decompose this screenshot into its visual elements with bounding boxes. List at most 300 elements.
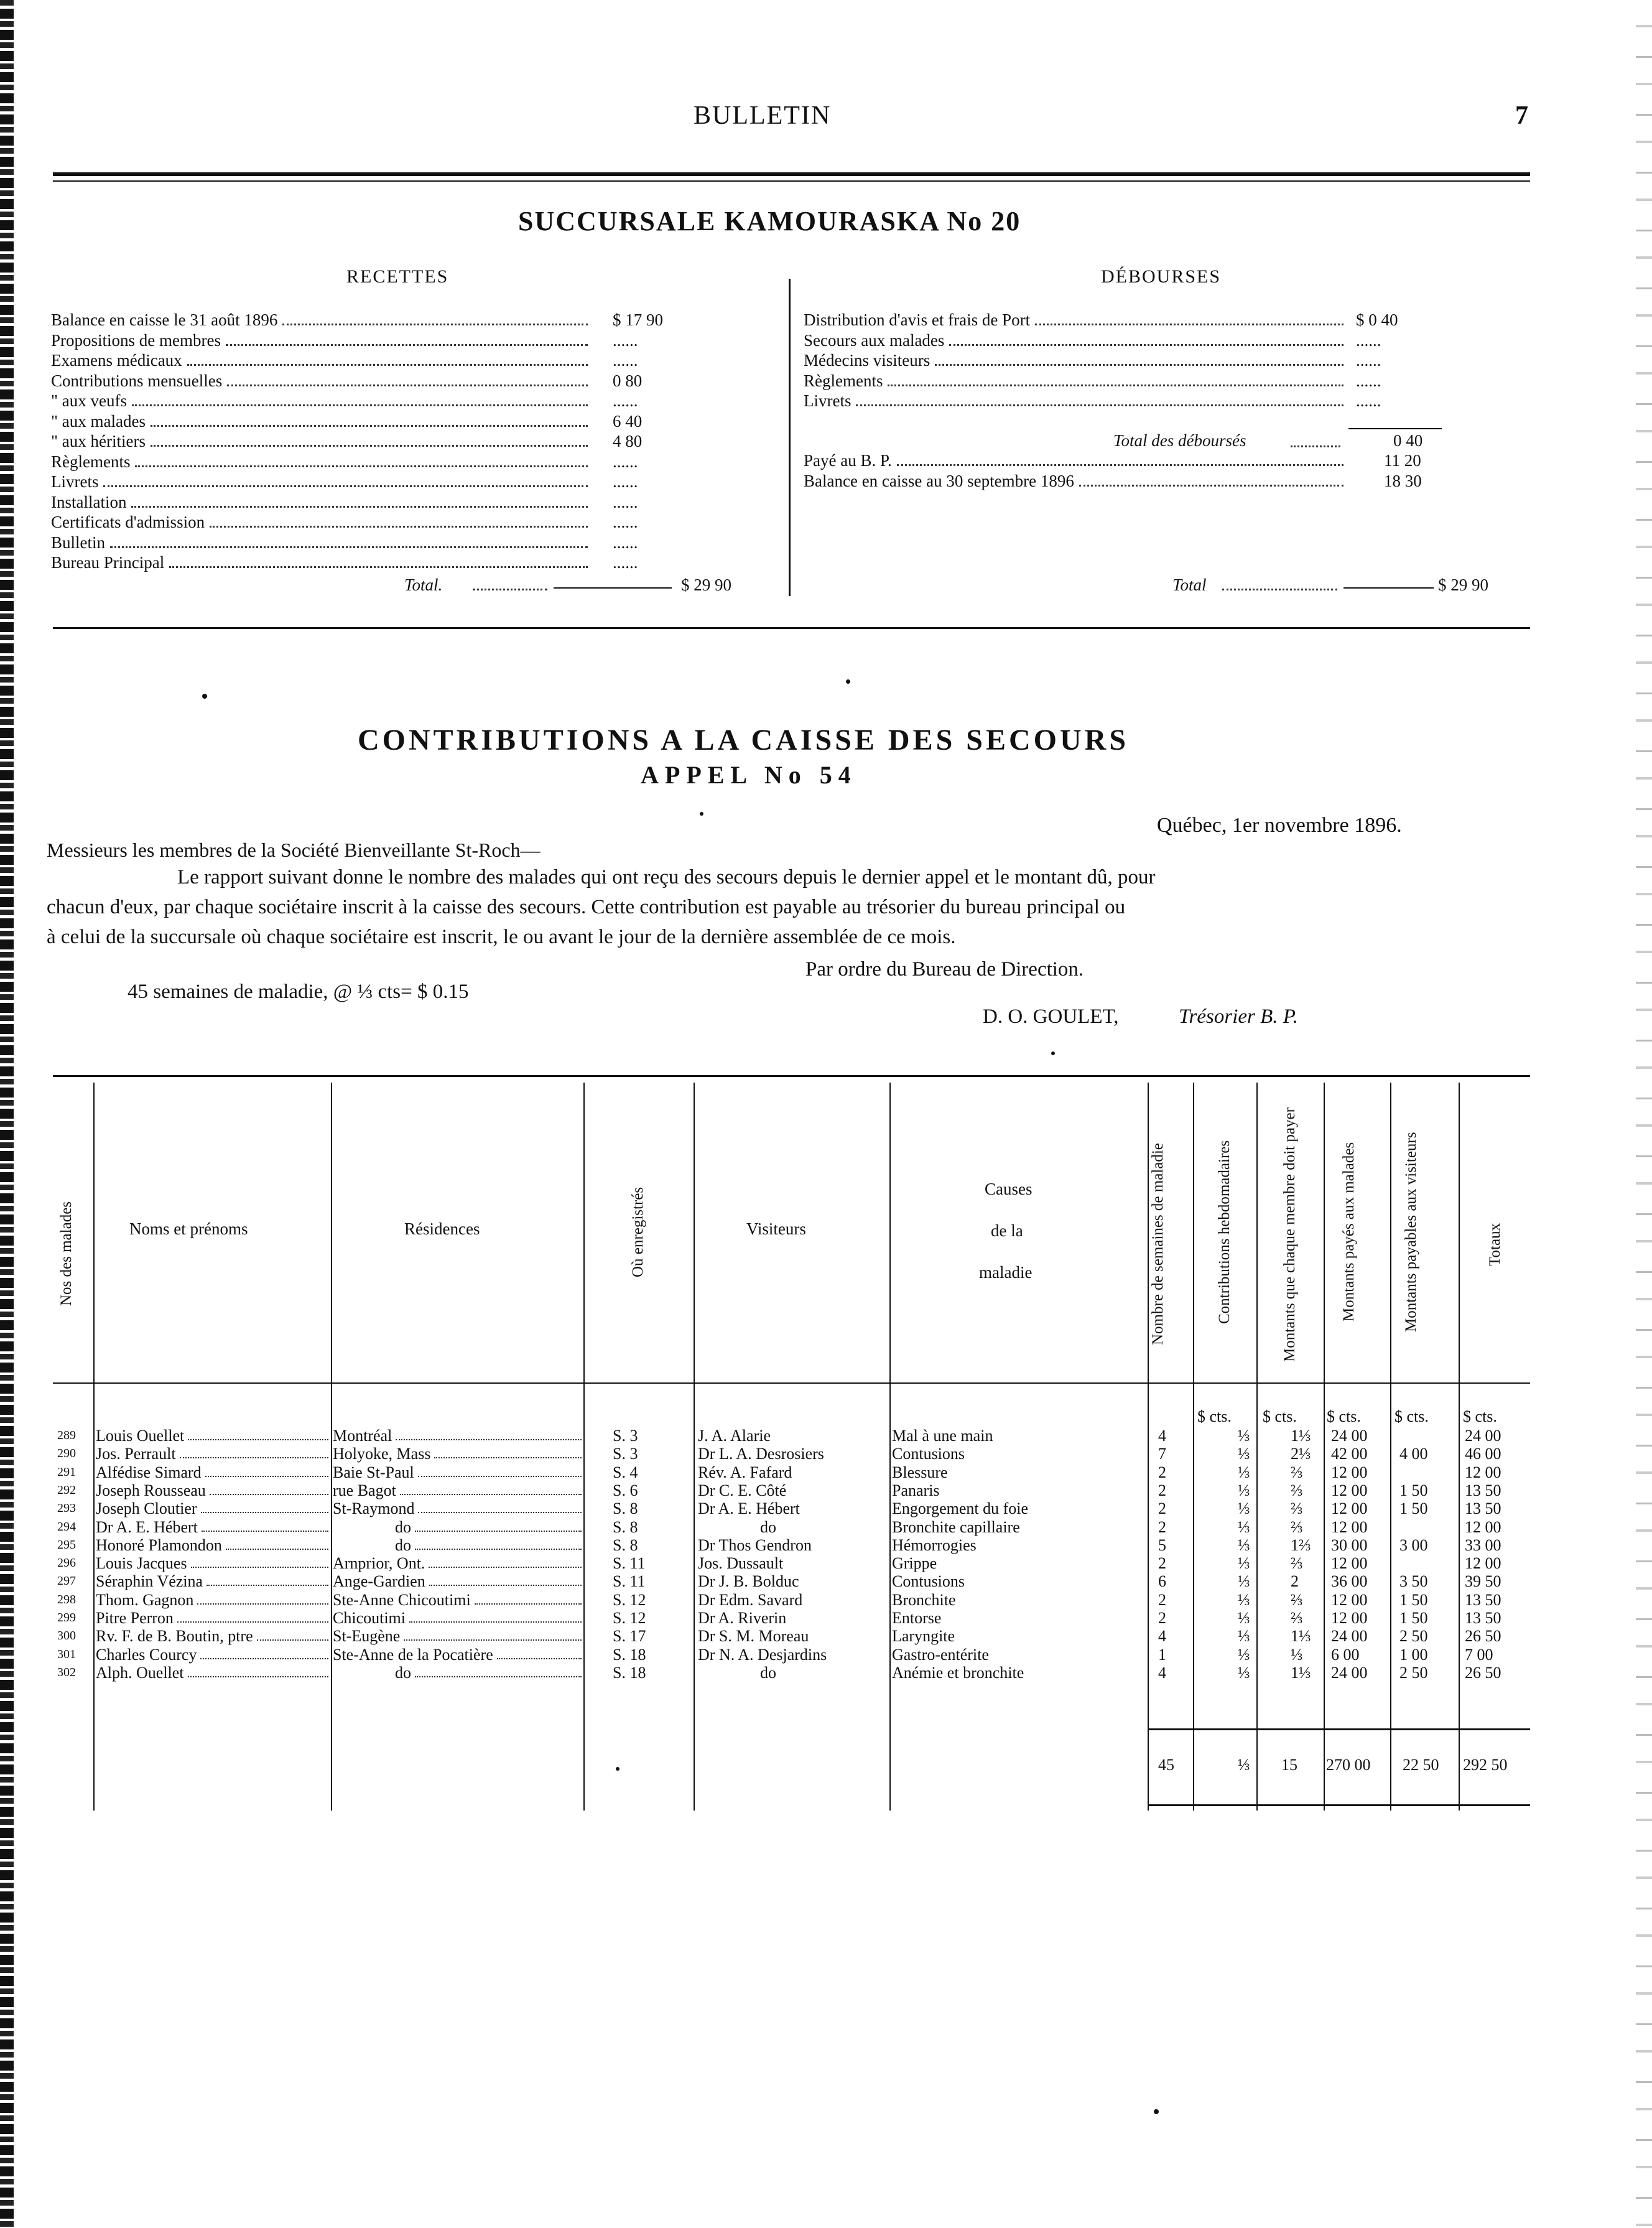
row-leader-dots (180, 1457, 328, 1458)
recettes-row-amount: ...... (613, 553, 638, 572)
row-weeks: 2 (1158, 1481, 1166, 1499)
row-visit: 1 50 (1399, 1481, 1428, 1499)
row-cause: Entorse (892, 1609, 942, 1627)
scan-speck (1154, 2109, 1159, 2114)
row-registered: S. 17 (613, 1627, 646, 1646)
recettes-row-label: Propositions de membres (51, 330, 221, 350)
row-leader-dots (418, 1512, 582, 1513)
row-name: Pitre Perron (96, 1609, 174, 1627)
row-name: Honoré Plamondon (96, 1536, 222, 1554)
row-leader-dots (400, 1494, 582, 1495)
recettes-row-label: Contributions mensuelles (51, 371, 223, 390)
recettes-total-dots (473, 589, 547, 590)
debourses-row-amount: ...... (1356, 391, 1381, 410)
recettes-row-dots (135, 465, 588, 467)
row-number: 302 (57, 1665, 76, 1679)
row-weekly: ⅓ (1238, 1572, 1250, 1591)
header-rule-thick (53, 172, 1530, 176)
row-number: 295 (57, 1537, 76, 1552)
row-number: 292 (57, 1483, 76, 1497)
row-total: 46 00 (1465, 1445, 1501, 1463)
debourses-row-dots (935, 364, 1343, 366)
row-due: ⅔ (1291, 1499, 1303, 1518)
branch-report-title: SUCCURSALE KAMOURASKA No 20 (518, 206, 1021, 236)
row-number: 297 (57, 1574, 76, 1588)
appeal-subtitle: APPEL No 54 (641, 761, 857, 789)
row-name: Jos. Perrault (96, 1445, 176, 1463)
row-leader-dots (188, 1439, 328, 1440)
row-weekly: ⅓ (1238, 1517, 1250, 1536)
recettes-row-label: Bureau Principal (51, 553, 165, 572)
row-total: 26 50 (1465, 1627, 1501, 1646)
col-header-cause-3: maladie (979, 1263, 1032, 1282)
debourses-subtotal-amount: 0 40 (1393, 431, 1423, 450)
row-cause: Gastro-entérite (892, 1645, 989, 1664)
row-leader-dots (409, 1621, 582, 1623)
recettes-row-label: " aux malades (51, 411, 146, 431)
currency-label: $ cts. (1394, 1407, 1429, 1425)
row-residence: Arnprior, Ont. (333, 1554, 425, 1573)
recettes-row-dots (282, 324, 588, 325)
currency-label: $ cts. (1263, 1407, 1297, 1425)
totals-due: 15 (1281, 1756, 1297, 1774)
row-residence: Montréal (333, 1427, 392, 1445)
row-weekly: ⅓ (1238, 1663, 1250, 1682)
row-name: Dr A. E. Hébert (96, 1517, 198, 1536)
recettes-row-dots (187, 364, 588, 366)
row-name: Louis Ouellet (96, 1427, 185, 1445)
table-column-rule (1459, 1083, 1460, 1811)
scan-speck (846, 679, 850, 684)
row-paid: 12 00 (1331, 1481, 1368, 1499)
row-due: ⅔ (1291, 1463, 1303, 1481)
row-total: 12 00 (1465, 1517, 1501, 1536)
row-visitor: do (760, 1517, 776, 1536)
row-cause: Hémorrogies (892, 1536, 977, 1554)
row-weeks: 2 (1158, 1590, 1166, 1609)
row-weekly: ⅓ (1238, 1536, 1250, 1554)
row-total: 13 50 (1465, 1590, 1501, 1609)
row-cause: Grippe (892, 1554, 937, 1573)
row-leader-dots (475, 1603, 582, 1605)
col-header-num: Nos des malades (58, 1201, 75, 1307)
row-paid: 24 00 (1331, 1663, 1368, 1682)
debourses-row-amount: $ 0 40 (1356, 310, 1398, 329)
row-name: Thom. Gagnon (96, 1590, 194, 1609)
row-weekly: ⅓ (1238, 1499, 1250, 1518)
debourses-row-dots (1035, 324, 1343, 325)
appeal-body-line-1: Le rapport suivant donne le nombre des malades qui ont reçu des secours depuis le dernier appel et le montant dû, pour (177, 866, 1156, 888)
row-paid: 6 00 (1331, 1645, 1360, 1664)
table-column-rule (583, 1083, 585, 1811)
recettes-row-dots (169, 566, 588, 568)
row-weekly: ⅓ (1238, 1609, 1250, 1627)
row-weeks: 7 (1158, 1445, 1166, 1463)
row-leader-dots (226, 1549, 328, 1550)
debourses-row2-dots (1079, 485, 1343, 487)
row-visitor: Dr N. A. Desjardins (698, 1645, 827, 1664)
row-weekly: ⅓ (1238, 1427, 1250, 1445)
row-registered: S. 11 (613, 1554, 646, 1573)
row-leader-dots (429, 1585, 582, 1586)
currency-label: $ cts. (1463, 1407, 1497, 1425)
row-due: ⅓ (1291, 1645, 1303, 1664)
row-residence: St-Raymond (333, 1499, 415, 1518)
row-total: 12 00 (1465, 1463, 1501, 1481)
debourses-total-rule (1343, 587, 1434, 589)
recettes-row-dots (103, 485, 588, 487)
row-leader-dots (404, 1639, 582, 1641)
totals-bottom-rule (1148, 1804, 1530, 1806)
row-name: Joseph Cloutier (96, 1499, 197, 1518)
currency-label: $ cts. (1197, 1407, 1232, 1425)
row-cause: Blessure (892, 1463, 948, 1481)
debourses-subtotal-rule (1348, 428, 1442, 429)
row-weeks: 2 (1158, 1463, 1166, 1481)
row-total: 7 00 (1465, 1645, 1493, 1664)
scan-speck (1051, 1051, 1055, 1055)
row-paid: 12 00 (1331, 1499, 1368, 1518)
recettes-row-dots (227, 385, 588, 386)
row-leader-dots (191, 1567, 328, 1568)
row-visitor: Dr J. B. Bolduc (698, 1572, 799, 1591)
row-registered: S. 11 (613, 1572, 646, 1591)
recettes-row-dots (110, 546, 588, 548)
row-residence: Ste-Anne Chicoutimi (333, 1590, 471, 1609)
row-visitor: Jos. Dussault (698, 1554, 784, 1573)
table-column-rule (1148, 1083, 1149, 1811)
debourses-row2-label: Balance en caisse au 30 septembre 1896 (804, 471, 1074, 490)
row-due: ⅔ (1291, 1609, 1303, 1627)
debourses-row-label: Secours aux malades (804, 330, 945, 350)
row-total: 13 50 (1465, 1609, 1501, 1627)
scan-speck (700, 812, 703, 816)
debourses-row-label: Médecins visiteurs (804, 351, 930, 370)
row-number: 296 (57, 1556, 76, 1570)
col-header-registered: Où enregistrés (629, 1186, 646, 1277)
table-column-rule (1256, 1083, 1258, 1811)
row-due: 2 (1291, 1572, 1299, 1591)
row-cause: Engorgement du foie (892, 1499, 1029, 1518)
row-leader-dots (197, 1603, 328, 1605)
row-weekly: ⅓ (1238, 1627, 1250, 1646)
scan-speck (202, 694, 207, 699)
row-visit: 3 00 (1399, 1536, 1428, 1554)
totals-weeks: 45 (1158, 1756, 1174, 1774)
recettes-row-amount: ...... (613, 452, 638, 471)
recettes-total-amount: $ 29 90 (681, 576, 731, 594)
row-weeks: 5 (1158, 1536, 1166, 1554)
scan-right-edge (1636, 0, 1652, 2228)
col-header-visitor: Visiteurs (746, 1219, 806, 1238)
row-registered: S. 18 (613, 1645, 646, 1664)
row-registered: S. 6 (613, 1481, 638, 1499)
row-visit: 1 50 (1399, 1609, 1428, 1627)
section-rule (53, 627, 1530, 629)
debourses-row-label: Livrets (804, 391, 852, 410)
recettes-row-dots (151, 425, 588, 427)
totals-visit: 22 50 (1403, 1756, 1439, 1774)
row-weekly: ⅓ (1238, 1445, 1250, 1463)
col-header-due: Montants que chaque membre doit payer (1281, 1107, 1298, 1363)
appeal-body-line-2: chacun d'eux, par chaque sociétaire inscrit à la caisse des secours. Cette contribution est payable au trésorier du bureau principal ou (47, 896, 1126, 918)
recettes-row-amount: 4 80 (613, 432, 643, 450)
row-registered: S. 3 (613, 1445, 638, 1463)
row-registered: S. 8 (613, 1536, 638, 1554)
row-residence: do (395, 1663, 411, 1682)
row-visit: 2 50 (1399, 1627, 1428, 1646)
scan-speck (616, 1767, 620, 1771)
appeal-date: Québec, 1er novembre 1896. (1157, 814, 1402, 837)
debourses-row2-amount: 18 30 (1384, 471, 1422, 490)
appeal-salutation: Messieurs les membres de la Société Bienveillante St-Roch— (47, 839, 541, 861)
row-cause: Mal à une main (892, 1427, 993, 1445)
row-residence: do (395, 1517, 411, 1536)
row-number: 290 (57, 1447, 76, 1461)
debourses-total-label: Total (1172, 576, 1207, 594)
row-leader-dots (177, 1621, 328, 1623)
row-weeks: 2 (1158, 1609, 1166, 1627)
recettes-total-rule (554, 587, 672, 589)
row-weeks: 4 (1158, 1663, 1166, 1682)
recettes-row-amount: 0 80 (613, 371, 643, 390)
row-residence: St-Eugène (333, 1627, 401, 1646)
row-visitor: Dr Edm. Savard (698, 1590, 803, 1609)
col-header-totals: Totaux (1487, 1223, 1503, 1266)
row-name: Charles Courcy (96, 1645, 197, 1664)
row-weeks: 2 (1158, 1499, 1166, 1518)
debourses-row-dots (949, 344, 1343, 346)
row-paid: 12 00 (1331, 1517, 1368, 1536)
row-cause: Contusions (892, 1445, 965, 1463)
row-visitor: do (760, 1663, 776, 1682)
recettes-row-label: " aux veufs (51, 391, 127, 410)
col-header-cause-2: de la (991, 1221, 1023, 1240)
row-leader-dots (415, 1549, 582, 1550)
row-registered: S. 12 (613, 1609, 646, 1627)
row-leader-dots (497, 1658, 582, 1659)
appeal-title: CONTRIBUTIONS A LA CAISSE DES SECOURS (358, 724, 1130, 757)
recettes-row-label: Règlements (51, 452, 131, 471)
col-header-residence: Résidences (404, 1219, 480, 1238)
row-visit: 1 50 (1399, 1590, 1428, 1609)
debourses-heading: DÉBOURSES (1101, 266, 1222, 287)
debourses-row-dots (856, 404, 1343, 406)
row-number: 298 (57, 1592, 76, 1606)
row-weeks: 2 (1158, 1554, 1166, 1573)
recettes-row-amount: ...... (613, 391, 638, 410)
row-leader-dots (396, 1439, 582, 1440)
row-residence: Holyoke, Mass (333, 1445, 431, 1463)
row-cause: Bronchite capillaire (892, 1517, 1020, 1536)
recettes-row-label: Livrets (51, 472, 99, 491)
row-visitor: Rév. A. Fafard (698, 1463, 792, 1481)
row-cause: Anémie et bronchite (892, 1663, 1024, 1682)
row-weeks: 4 (1158, 1427, 1166, 1445)
debourses-row-label: Distribution d'avis et frais de Port (804, 310, 1031, 329)
col-header-cause-1: Causes (985, 1180, 1032, 1198)
col-header-name: Noms et prénoms (129, 1219, 248, 1238)
row-number: 294 (57, 1519, 76, 1534)
row-cause: Bronchite (892, 1590, 956, 1609)
recettes-row-dots (226, 344, 588, 346)
row-weeks: 2 (1158, 1517, 1166, 1536)
row-leader-dots (210, 1494, 328, 1495)
row-due: ⅔ (1291, 1517, 1303, 1536)
row-number: 293 (57, 1501, 76, 1516)
recettes-row-amount: ...... (613, 330, 638, 350)
table-column-rule (889, 1083, 891, 1811)
scan-left-edge (0, 0, 14, 2228)
row-leader-dots (415, 1531, 582, 1532)
recettes-row-amount: ...... (613, 492, 638, 511)
signature-title: Trésorier B. P. (1179, 1005, 1298, 1028)
row-due: ⅔ (1291, 1590, 1303, 1609)
row-registered: S. 4 (613, 1463, 638, 1481)
recettes-row-amount: 6 40 (613, 411, 643, 431)
recettes-row-dots (151, 445, 588, 447)
row-number: 301 (57, 1647, 76, 1661)
row-visitor: Dr A. E. Hébert (698, 1499, 800, 1518)
row-visitor: Dr S. M. Moreau (698, 1627, 809, 1646)
recettes-row-label: Examens médicaux (51, 351, 182, 370)
table-column-rule (1390, 1083, 1391, 1811)
row-paid: 30 00 (1331, 1536, 1368, 1554)
row-visit: 1 50 (1399, 1499, 1428, 1518)
row-leader-dots (188, 1676, 328, 1677)
row-weekly: ⅓ (1238, 1554, 1250, 1573)
row-weekly: ⅓ (1238, 1463, 1250, 1481)
row-weekly: ⅓ (1238, 1645, 1250, 1664)
table-column-rule (93, 1083, 95, 1811)
recettes-row-label: Certificats d'admission (51, 513, 205, 531)
row-number: 291 (57, 1465, 76, 1479)
row-leader-dots (257, 1639, 328, 1641)
row-cause: Laryngite (892, 1627, 955, 1646)
recettes-heading: RECETTES (346, 266, 449, 287)
table-column-rule (1193, 1083, 1194, 1811)
row-number: 300 (57, 1629, 76, 1643)
col-header-payable-visitors: Montants payables aux visiteurs (1403, 1132, 1419, 1332)
row-weekly: ⅓ (1238, 1481, 1250, 1499)
appeal-weeks-line: 45 semaines de maladie, @ ⅓ cts= $ 0.15 (128, 981, 469, 1003)
running-header-title: BULLETIN (694, 101, 832, 130)
row-visit: 4 00 (1399, 1445, 1428, 1463)
page-number: 7 (1515, 101, 1529, 130)
recettes-total-label: Total. (404, 576, 443, 594)
row-paid: 12 00 (1331, 1609, 1368, 1627)
recettes-row-label: " aux héritiers (51, 432, 146, 450)
debourses-total-amount: $ 29 90 (1438, 576, 1488, 594)
row-name: Rv. F. de B. Boutin, ptre (96, 1627, 253, 1646)
row-number: 289 (57, 1429, 76, 1442)
row-residence: Ste-Anne de la Pocatière (333, 1645, 493, 1664)
currency-label: $ cts. (1327, 1407, 1361, 1425)
row-registered: S. 8 (613, 1517, 638, 1536)
appeal-body-line-3: à celui de la succursale où chaque sociétaire est inscrit, le ou avant le jour de la dernière assemblée de ce mois. (47, 926, 956, 948)
row-registered: S. 12 (613, 1590, 646, 1609)
row-due: 1⅓ (1291, 1627, 1311, 1646)
debourses-row-amount: ...... (1356, 371, 1381, 390)
appeal-order: Par ordre du Bureau de Direction. (805, 958, 1084, 981)
row-due: ⅔ (1291, 1481, 1303, 1499)
row-due: 1⅓ (1291, 1427, 1311, 1445)
totals-paid: 270 00 (1326, 1756, 1371, 1774)
row-leader-dots (206, 1585, 328, 1586)
row-residence: rue Bagot (333, 1481, 396, 1499)
table-top-rule (53, 1075, 1530, 1077)
debourses-subtotal-label: Total des déboursés (1113, 431, 1246, 450)
row-total: 12 00 (1465, 1554, 1501, 1573)
recettes-row-amount: ...... (613, 533, 638, 552)
row-visit: 3 50 (1399, 1572, 1428, 1591)
recettes-row-label: Bulletin (51, 533, 105, 552)
debourses-row2-label: Payé au B. P. (804, 451, 892, 470)
row-residence: Baie St-Paul (333, 1463, 414, 1481)
recettes-row-amount: $ 17 90 (613, 310, 663, 329)
row-name: Joseph Rousseau (96, 1481, 206, 1499)
row-weeks: 1 (1158, 1645, 1166, 1664)
row-leader-dots (418, 1476, 582, 1477)
recettes-row-dots (131, 506, 588, 508)
row-registered: S. 18 (613, 1663, 646, 1682)
row-name: Louis Jacques (96, 1554, 187, 1573)
row-paid: 24 00 (1331, 1427, 1368, 1445)
debourses-subtotal-dots (1291, 445, 1340, 447)
report-divider (789, 279, 791, 596)
row-total: 13 50 (1465, 1499, 1501, 1518)
recettes-row-amount: ...... (613, 351, 638, 370)
debourses-row-dots (888, 385, 1343, 386)
recettes-row-amount: ...... (613, 472, 638, 491)
row-visitor: Dr L. A. Desrosiers (698, 1445, 824, 1463)
row-paid: 42 00 (1331, 1445, 1368, 1463)
debourses-total-dots (1222, 589, 1337, 590)
row-registered: S. 8 (613, 1499, 638, 1518)
row-due: 1⅓ (1291, 1663, 1311, 1682)
row-residence: Chicoutimi (333, 1609, 406, 1627)
row-total: 39 50 (1465, 1572, 1501, 1591)
debourses-row-amount: ...... (1356, 351, 1381, 370)
recettes-row-dots (210, 526, 588, 528)
debourses-row-amount: ...... (1356, 330, 1381, 350)
debourses-row-label: Règlements (804, 371, 883, 390)
row-visitor: Dr Thos Gendron (698, 1536, 812, 1554)
row-weeks: 4 (1158, 1627, 1166, 1646)
table-column-rule (694, 1083, 695, 1811)
row-name: Séraphin Vézina (96, 1572, 203, 1591)
row-due: ⅔ (1291, 1554, 1303, 1573)
col-header-weeks: Nombre de semaines de maladie (1149, 1143, 1166, 1346)
row-leader-dots (205, 1476, 328, 1477)
row-name: Alfédise Simard (96, 1463, 202, 1481)
row-due: 1⅔ (1291, 1536, 1311, 1554)
row-paid: 12 00 (1331, 1463, 1368, 1481)
recettes-row-dots (132, 404, 588, 406)
row-visitor: Dr C. E. Côté (698, 1481, 787, 1499)
row-cause: Contusions (892, 1572, 965, 1591)
row-residence: do (395, 1536, 411, 1554)
signature-name: D. O. GOULET, (983, 1005, 1119, 1028)
recettes-row-label: Balance en caisse le 31 août 1896 (51, 310, 278, 329)
totals-top-rule (1148, 1728, 1530, 1730)
row-total: 13 50 (1465, 1481, 1501, 1499)
row-number: 299 (57, 1611, 76, 1624)
row-leader-dots (202, 1531, 328, 1532)
row-total: 33 00 (1465, 1536, 1501, 1554)
debourses-row2-dots (897, 464, 1343, 466)
row-paid: 36 00 (1331, 1572, 1368, 1591)
